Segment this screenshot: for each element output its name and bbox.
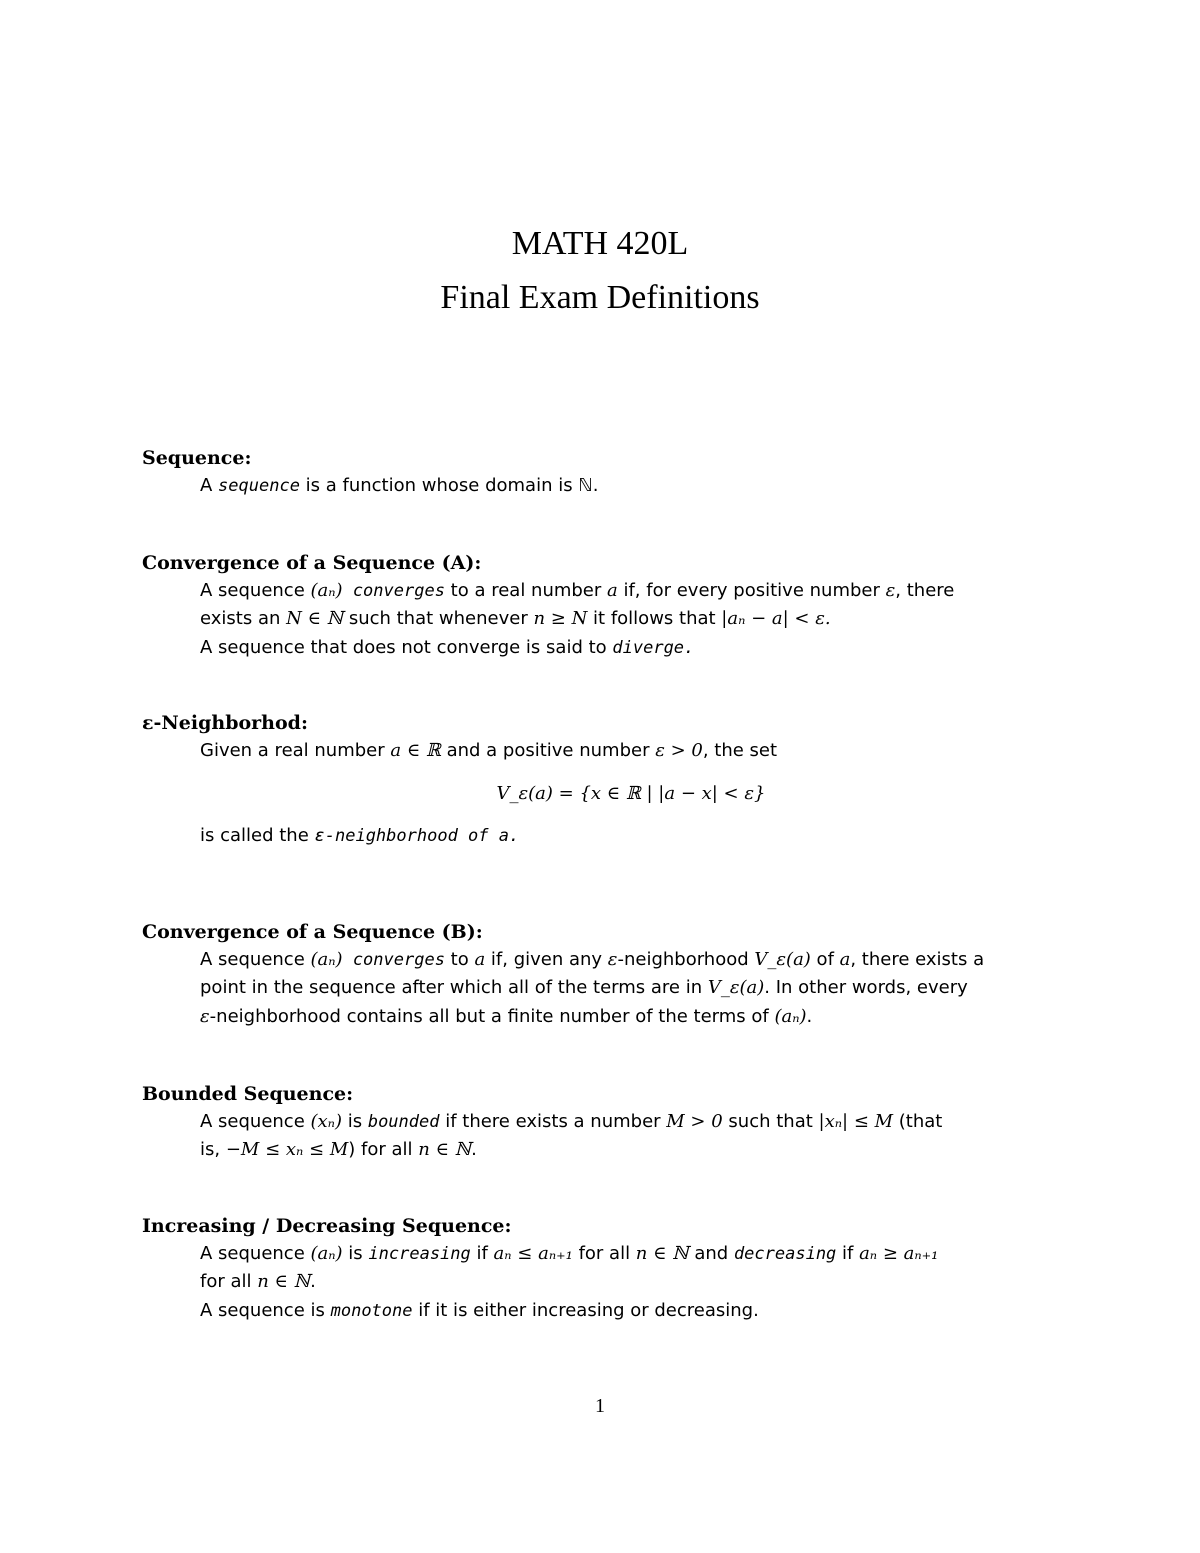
definition-heading: ε-Neighborhod:	[142, 712, 308, 734]
display-equation: V_ε(a) = {x ∈ ℝ | |a − x| < ε}	[496, 783, 766, 805]
definition-monotone-sequence	[142, 1212, 1062, 1325]
definition-line: A sequence (xₙ) is bounded if there exists a number M > 0 such that |xₙ| ≤ M (that	[200, 1111, 943, 1132]
definition-heading: Convergence of a Sequence (B):	[142, 921, 483, 943]
definition-line: A sequence (aₙ) converges to a real number a if, for every positive number ε, there	[200, 580, 955, 601]
definition-line: A sequence (aₙ) converges to a if, given any ε-neighborhood V_ε(a) of a, there exists a	[200, 949, 985, 970]
page-number: 1	[595, 1395, 605, 1417]
definition-line: for all n ∈ ℕ.	[200, 1271, 316, 1293]
definition-line: A sequence is a function whose domain is ℕ.	[200, 475, 599, 496]
definition-line: point in the sequence after which all of the terms are in V_ε(a). In other words, every	[200, 977, 968, 999]
definition-bounded-sequence	[142, 1080, 1062, 1165]
definition-convergence-b	[142, 918, 1062, 1031]
definition-convergence-a	[142, 549, 1062, 662]
document-title: MATH 420L	[511, 225, 689, 262]
definition-sequence	[142, 444, 1062, 500]
definition-line: is called the ε-neighborhood of a.	[200, 825, 520, 847]
definition-line: A sequence that does not converge is said to diverge.	[200, 636, 695, 658]
definition-line: A sequence is monotone if it is either increasing or decreasing.	[200, 1299, 759, 1321]
definition-line: is, −M ≤ xₙ ≤ M) for all n ∈ ℕ.	[200, 1139, 477, 1161]
definition-body	[142, 577, 1062, 662]
definition-heading: Convergence of a Sequence (A):	[142, 552, 482, 574]
definition-body	[142, 737, 1062, 851]
definition-neighborhood	[142, 709, 1062, 851]
definition-heading: Increasing / Decreasing Sequence:	[142, 1215, 512, 1237]
definition-body	[142, 1108, 1062, 1165]
definition-body	[142, 1240, 1062, 1325]
definition-body	[142, 946, 1062, 1031]
definition-body	[142, 472, 1062, 500]
definition-line: ε-neighborhood contains all but a finite number of the terms of (aₙ).	[200, 1005, 813, 1027]
definition-line: A sequence (aₙ) is increasing if aₙ ≤ aₙ₊₁ for all n ∈ ℕ and decreasing if aₙ ≥ aₙ₊₁	[200, 1243, 939, 1264]
definition-line: exists an N ∈ ℕ such that whenever n ≥ N it follows that |aₙ − a| < ε.	[200, 608, 831, 630]
definition-line: Given a real number a ∈ ℝ and a positive number ε > 0, the set	[200, 740, 778, 761]
definition-heading: Bounded Sequence:	[142, 1083, 354, 1105]
definition-heading: Sequence:	[142, 447, 252, 469]
document-subtitle: Final Exam Definitions	[440, 279, 760, 316]
